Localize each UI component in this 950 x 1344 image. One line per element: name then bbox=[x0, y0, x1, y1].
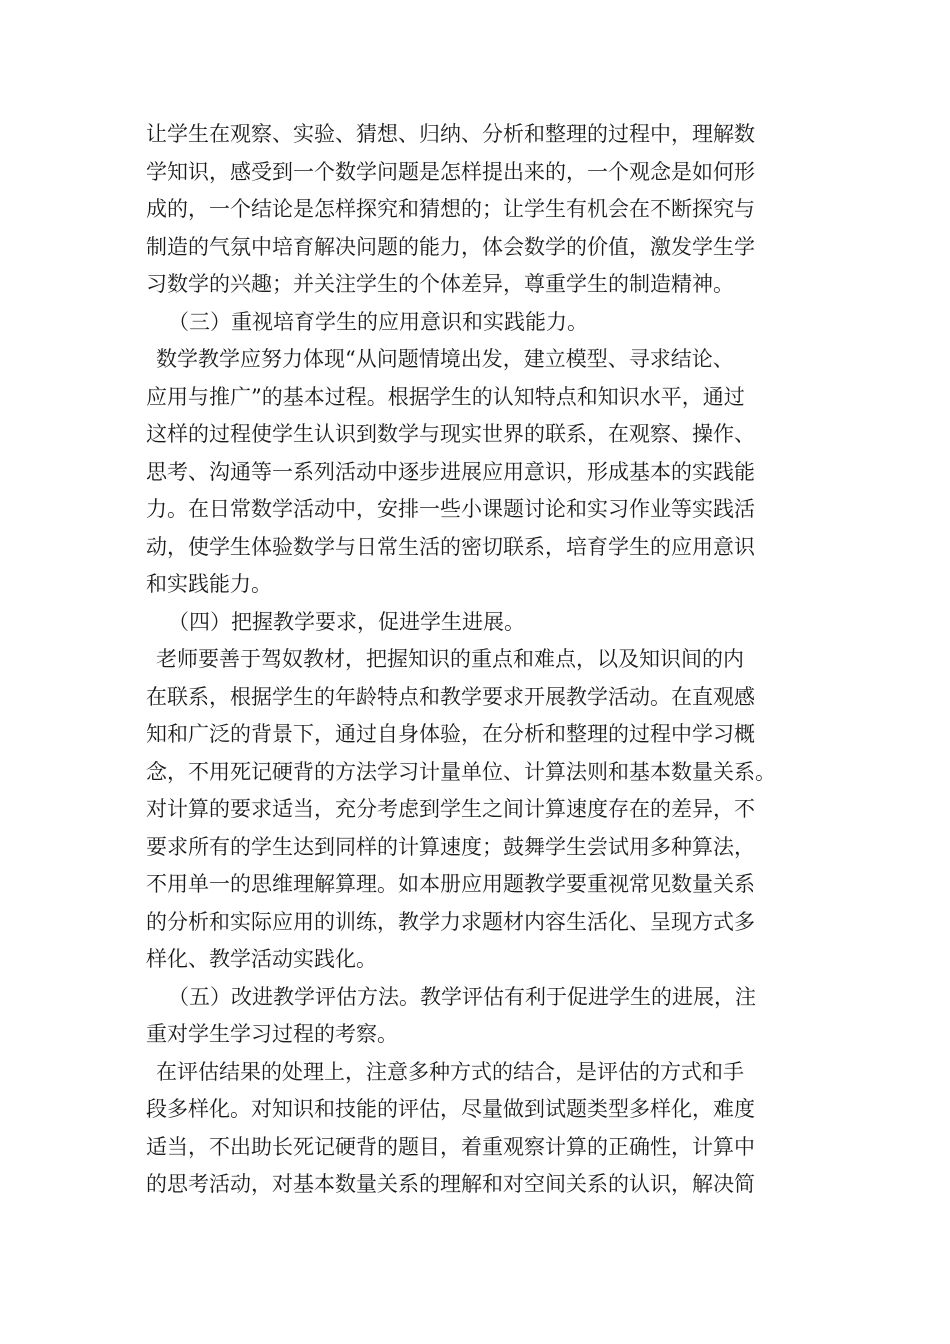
section-heading-4 bbox=[146, 604, 816, 642]
section-heading-3 bbox=[146, 304, 816, 342]
text-line: 样化、教学活动实践化。 bbox=[146, 947, 377, 971]
paragraph-teaching-requirements bbox=[146, 641, 816, 979]
heading-line: （五）改进教学评估方法。教学评估有利于促进学生的进展，注 bbox=[168, 984, 756, 1009]
text-line: 这样的过程使学生认识到数学与现实世界的联系，在观察、操作、 bbox=[146, 422, 755, 446]
text-line: 和实践能力。 bbox=[146, 572, 272, 596]
heading-line: 重对学生学习过程的考察。 bbox=[146, 1022, 398, 1046]
text-line: 念，不用死记硬背的方法学习计量单位、计算法则和基本数量关系。 bbox=[146, 759, 776, 784]
text-line: 数学教学应努力体现“从问题情境出发，建立模型、寻求结论、 bbox=[156, 347, 734, 371]
heading-line: （三）重视培育学生的应用意识和实践能力。 bbox=[168, 309, 588, 334]
text-line: 的分析和实际应用的训练，教学力求题材内容生活化、呈现方式多 bbox=[146, 909, 755, 934]
text-line: 习数学的兴趣；并关注学生的个体差异，尊重学生的制造精神。 bbox=[146, 272, 734, 296]
text-line: 的思考活动，对基本数量关系的理解和对空间关系的认识，解决简 bbox=[146, 1172, 755, 1196]
text-line: 应用与推广”的基本过程。根据学生的认知特点和知识水平，通过 bbox=[146, 384, 745, 409]
text-line: 动，使学生体验数学与日常生活的密切联系，培育学生的应用意识 bbox=[146, 534, 755, 559]
text-line: 适当，不出助长死记硬背的题目，着重观察计算的正确性，计算中 bbox=[146, 1134, 755, 1159]
text-line: 成的，一个结论是怎样探究和猜想的；让学生有机会在不断探究与 bbox=[146, 197, 755, 221]
text-line: 思考、沟通等一系列活动中逐步进展应用意识，形成基本的实践能 bbox=[146, 459, 755, 484]
text-line: 对计算的要求适当，充分考虑到学生之间计算速度存在的差异，不 bbox=[146, 797, 755, 821]
heading-line: （四）把握教学要求，促进学生进展。 bbox=[168, 609, 525, 634]
text-line: 老师要善于驾奴教材，把握知识的重点和难点，以及知识间的内 bbox=[156, 647, 744, 671]
paragraph-evaluation bbox=[146, 1054, 816, 1204]
text-line: 知和广泛的背景下，通过自身体验，在分析和整理的过程中学习概 bbox=[146, 722, 755, 746]
text-line: 在联系，根据学生的年龄特点和教学要求开展教学活动。在直观感 bbox=[146, 684, 755, 709]
text-line: 要求所有的学生达到同样的计算速度；鼓舞学生尝试用多种算法， bbox=[146, 834, 755, 859]
text-line: 不用单一的思维理解算理。如本册应用题教学要重视常见数量关系 bbox=[146, 872, 755, 896]
text-line: 力。在日常数学活动中，安排一些小课题讨论和实习作业等实践活 bbox=[146, 497, 755, 521]
paragraph-application-awareness bbox=[146, 341, 816, 604]
text-line: 制造的气氛中培育解决问题的能力，体会数学的价值，激发学生学 bbox=[146, 234, 755, 259]
section-heading-5 bbox=[146, 979, 816, 1054]
paragraph-learning-process bbox=[146, 116, 816, 304]
text-line: 让学生在观察、实验、猜想、归纳、分析和整理的过程中，理解数 bbox=[146, 122, 755, 146]
document-page bbox=[146, 116, 816, 1204]
text-line: 段多样化。对知识和技能的评估，尽量做到试题类型多样化，难度 bbox=[146, 1097, 755, 1121]
text-line: 学知识，感受到一个数学问题是怎样提出来的，一个观念是如何形 bbox=[146, 159, 755, 184]
text-line: 在评估结果的处理上，注意多种方式的结合，是评估的方式和手 bbox=[156, 1059, 744, 1084]
